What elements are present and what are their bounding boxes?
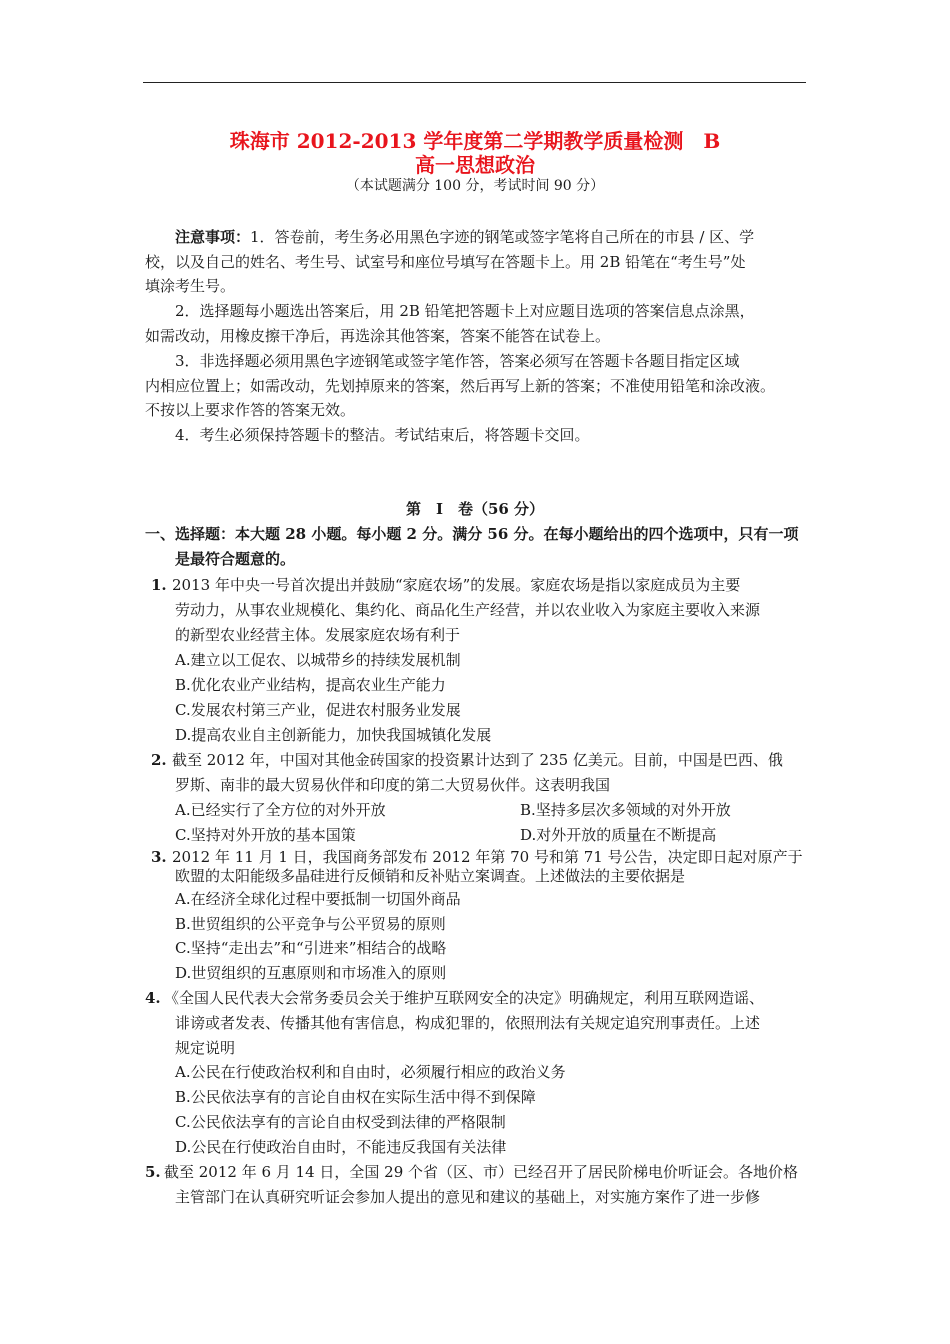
option-c: C.坚持“走出去”和“引进来”相结合的战略 — [175, 939, 447, 957]
question-stem-line: 《全国人民代表大会常务委员会关于维护互联网安全的决定》明确规定，利用互联网造谣、 — [164, 989, 765, 1007]
notice-label: 注意事项： — [175, 228, 251, 246]
notice-line-3: 填涂考生号。 — [145, 277, 236, 295]
option-c: C.坚持对外开放的基本国策 — [175, 826, 356, 844]
option-b: B.优化农业产业结构，提高农业生产能力 — [175, 676, 446, 694]
question-stem-line: 罗斯、南非的最大贸易伙伴和印度的第二大贸易伙伴。这表明我国 — [175, 776, 611, 794]
option-d: D.世贸组织的互惠原则和市场准入的原则 — [175, 964, 447, 982]
option-d: D.公民在行使政治自由时，不能违反我国有关法律 — [175, 1138, 507, 1156]
question-number: 1. — [151, 576, 167, 594]
option-b: B.公民依法享有的言论自由权在实际生活中得不到保障 — [175, 1088, 536, 1106]
option-a: A.已经实行了全方位的对外开放 — [175, 801, 386, 819]
section-instruction-2: 是最符合题意的。 — [175, 550, 296, 568]
notice-line-6: 3．非选择题必须用黑色字迹钢笔或签字笔作答，答案必须写在答题卡各题目指定区域 — [175, 352, 740, 370]
question-stem-line: 2013 年中央一号首次提出并鼓励“家庭农场”的发展。家庭农场是指以家庭成员为主要 — [172, 576, 741, 594]
option-d: D.提高农业自主创新能力，加快我国城镇化发展 — [175, 726, 492, 744]
exam-subtitle: （本试题满分 100 分，考试时间 90 分） — [345, 178, 605, 194]
question-stem-line: 截至 2012 年，中国对其他金砖国家的投资累计达到了 235 亿美元。目前，中国是巴西、俄 — [172, 751, 783, 769]
notice-line-1: 注意事项：1．答卷前，考生务必用黑色字迹的钢笔或签字笔将自己所在的市县 / 区、学 — [175, 228, 755, 246]
question-number: 2. — [151, 751, 167, 769]
section-instruction-1: 一、选择题：本大题 28 小题。每小题 2 分。满分 56 分。在每小题给出的四个选项中，只有一项 — [145, 525, 799, 543]
question-stem-line: 主管部门在认真研究听证会参加人提出的意见和建议的基础上，对实施方案作了进一步修 — [175, 1188, 761, 1206]
notice-line-9: 4．考生必须保持答题卡的整洁。考试结束后，将答题卡交回。 — [175, 426, 590, 444]
option-b: B.世贸组织的公平竞争与公平贸易的原则 — [175, 915, 446, 933]
option-c: C.发展农村第三产业，促进农村服务业发展 — [175, 701, 461, 719]
question-stem-line: 的新型农业经营主体。发展家庭农场有利于 — [175, 626, 461, 644]
option-a: A.在经济全球化过程中要抵制一切国外商品 — [175, 890, 461, 908]
top-rule — [143, 82, 806, 83]
question-stem-line: 诽谤或者发表、传播其他有害信息，构成犯罪的，依照刑法有关规定追究刑事责任。上述 — [175, 1014, 761, 1032]
exam-title: 珠海市 2012-2013 学年度第二学期教学质量检测 B — [229, 129, 721, 153]
notice-line-8: 不按以上要求作答的答案无效。 — [145, 401, 356, 419]
question-number: 4. — [145, 989, 161, 1007]
option-b: B.坚持多层次多领域的对外开放 — [520, 801, 731, 819]
question-stem-line: 劳动力，从事农业规模化、集约化、商品化生产经营，并以农业收入为家庭主要收入来源 — [175, 601, 761, 619]
question-stem-line: 欧盟的太阳能级多晶硅进行反倾销和反补贴立案调查。上述做法的主要依据是 — [175, 867, 686, 885]
option-c: C.公民依法享有的言论自由权受到法律的严格限制 — [175, 1113, 506, 1131]
notice-line-7: 内相应位置上；如需改动，先划掉原来的答案，然后再写上新的答案；不准使用铅笔和涂改液。 — [145, 377, 776, 395]
question-stem-line: 截至 2012 年 6 月 14 日，全国 29 个省（区、市）已经召开了居民阶梯电价听证会。各地价格 — [164, 1163, 799, 1181]
question-stem-line: 2012 年 11 月 1 日，我国商务部发布 2012 年第 70 号和第 71 号公告，决定即日起对原产于 — [172, 848, 803, 866]
section-heading: 第 Ⅰ 卷（56 分） — [405, 500, 545, 518]
subject-title: 高一思想政治 — [415, 153, 535, 177]
question-number: 3. — [151, 848, 167, 866]
option-d: D.对外开放的质量在不断提高 — [520, 826, 717, 844]
question-stem-line: 规定说明 — [175, 1039, 236, 1057]
option-a: A.建立以工促农、以城带乡的持续发展机制 — [175, 651, 461, 669]
notice-line-4: 2．选择题每小题选出答案后，用 2B 铅笔把答题卡上对应题目选项的答案信息点涂黑， — [175, 302, 755, 320]
notice-line-5: 如需改动，用橡皮擦干净后，再选涂其他答案，答案不能答在试卷上。 — [145, 327, 611, 345]
question-number: 5. — [145, 1163, 161, 1181]
option-a: A.公民在行使政治权利和自由时，必须履行相应的政治义务 — [175, 1063, 566, 1081]
notice-line-2: 校，以及自己的姓名、考生号、试室号和座位号填写在答题卡上。用 2B 铅笔在“考生号”处 — [145, 253, 746, 271]
